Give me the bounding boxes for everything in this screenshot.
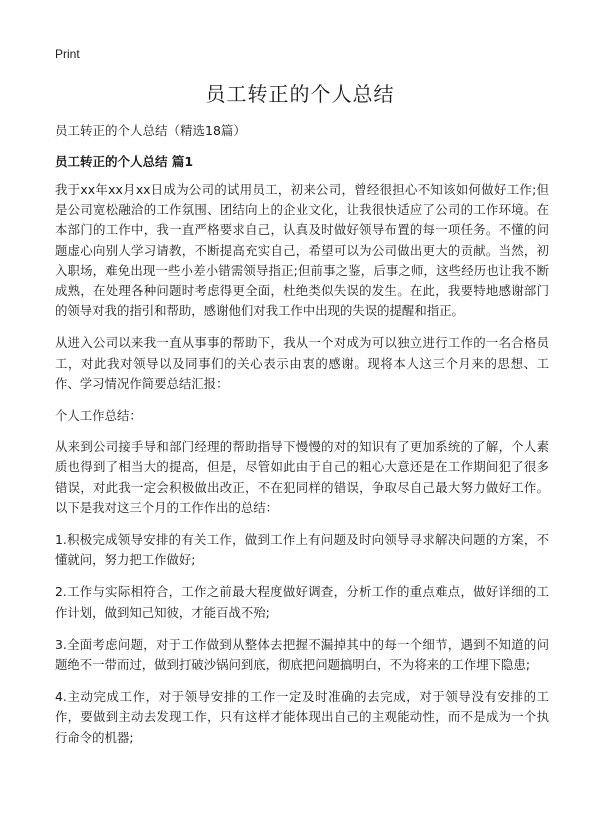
print-link[interactable]: Print	[55, 47, 80, 61]
document-subtitle: 员工转正的个人总结（精选18篇）	[55, 123, 246, 138]
paragraph: 我于xx年xx月xx日成为公司的试用员工，初来公司，曾经很担心不知该如何做好工作;但是公司宽松融洽的工作氛围、团结向上的企业文化，让我很快适应了公司的工作环境。在本部门的工作中，我一直严格要求自己，认真及时做好领导布置的每一项任务。不懂的问题虚心向别人学习请教，不断提高充实自己，希望可以为公司做出更大的贡献。当然，初入职场，难免出现一些小差小错需领导指正;但前事之鉴，后事之师，这些经历也让我不断成熟，在处理各种问题时考虑得更全面，杜绝类似失误的发生。在此，我要特地感谢部门的领导对我的指引和帮助，感谢他们对我工作中出现的失误的提醒和指正。	[55, 182, 549, 319]
document-body	[55, 180, 549, 760]
paragraph: 从进入公司以来我一直从事事的帮助下，我从一个对成为可以独立进行工作的一名合格员工，对此我对领导以及同事们的关心表示由衷的感谢。现将本人这三个月来的思想、工作、学习情况作简要总结汇报：	[55, 335, 549, 391]
section-heading: 员工转正的个人总结 篇1	[55, 154, 194, 169]
paragraph: 从来到公司接手导和部门经理的帮助指导下慢慢的对的知识有了更加系统的了解，个人素质也得到了相当大的提高，但是，尽管如此由于自己的粗心大意还是在工作期间犯了很多错误，对此我一定会积极做出改正，不在犯同样的错误，争取尽自己最大努力做好工作。以下是我对这三个月的工作作出的总结：	[55, 439, 549, 515]
list-item: 2.工作与实际相符合，工作之前最大程度做好调查，分析工作的重点难点，做好详细的工作计划，做到知己知彼，才能百战不殆;	[55, 584, 549, 620]
paragraph-heading: 个人工作总结：	[55, 408, 142, 424]
list-item: 1.积极完成领导安排的有关工作，做到工作上有问题及时向领导寻求解决问题的方案，不懂就问，努力把工作做好;	[55, 532, 549, 568]
page-title: 员工转正的个人总结	[205, 82, 395, 106]
list-item: 4.主动完成工作，对于领导安排的工作一定及时准确的去完成，对于领导没有安排的工作，要做到主动去发现工作，只有这样才能体现出自己的主观能动性，而不是成为一个执行命令的机器;	[55, 689, 549, 745]
list-item: 3.全面考虑问题，对于工作做到从整体去把握不漏掉其中的每一个细节，遇到不知道的问题绝不一带而过，做到打破沙锅问到底，彻底把问题搞明白，不为将来的工作埋下隐患;	[55, 636, 549, 673]
